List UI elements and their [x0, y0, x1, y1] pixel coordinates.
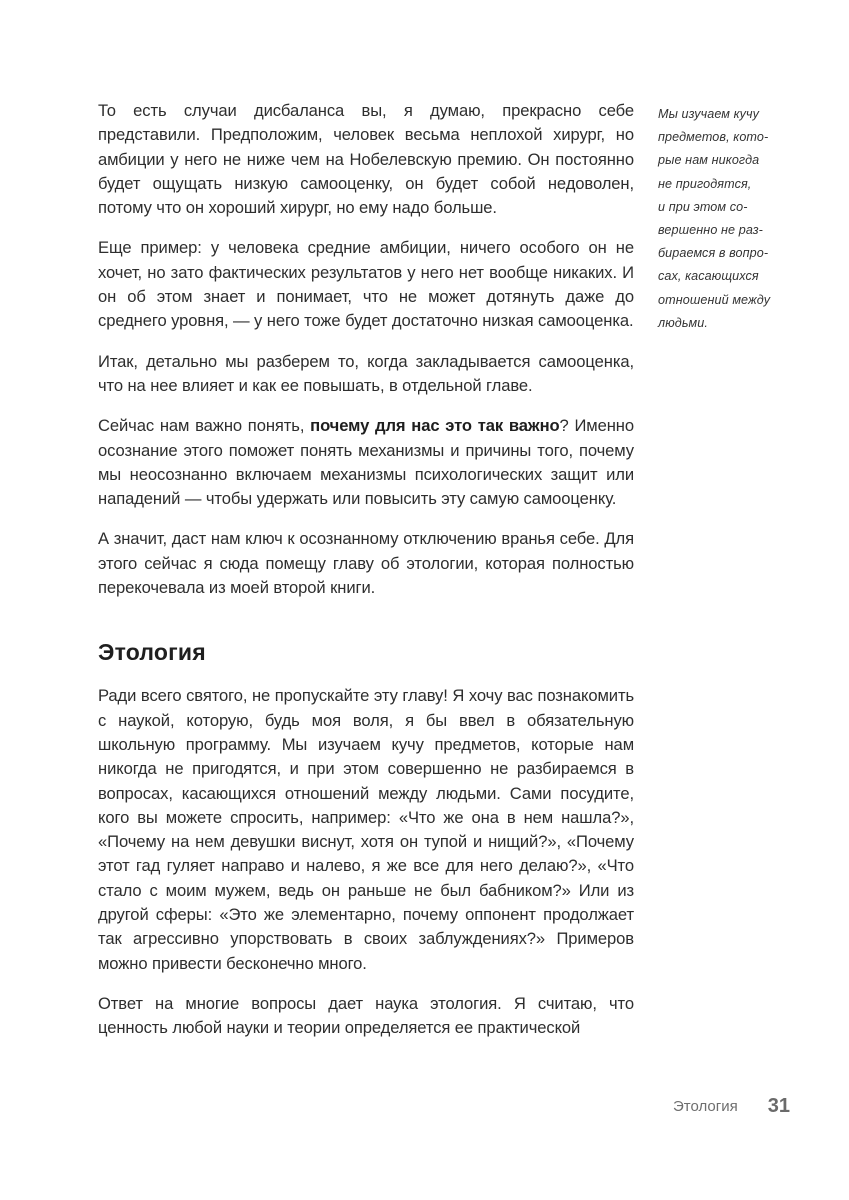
paragraph-detailed-later: Итак, детально мы разберем то, когда закладывается самооценка, что на нее влияет и как ее повышать, в отдельной главе. — [98, 351, 634, 395]
margin-note-line: сах, касающихся — [658, 269, 759, 284]
margin-note-line: Мы изучаем кучу — [658, 107, 760, 121]
paragraph-why-important-suffix: ? Именно осознание этого поможет понять механизмы и причины того, почему мы неосознанно включаем механизмы психологических защит или нападений — чтобы удержать или повысить эту самую самооценку. — [98, 416, 634, 509]
margin-note-line: людьми. — [658, 315, 708, 330]
paragraph-why-important — [98, 414, 634, 511]
margin-note-line: бираемся в вопро- — [658, 246, 769, 261]
margin-note-line: вершенно не раз- — [658, 223, 763, 238]
paragraph-key-to-awareness: А значит, даст нам ключ к осознанному отключению вранья себе. Для этого сейчас я сюда помещу главу об этологии, которая полностью перекочевала из моей второй книги. — [98, 529, 634, 598]
margin-note-line: предметов, кото- — [658, 130, 769, 145]
margin-note-line: и при этом со- — [658, 199, 748, 214]
paragraph-why-important-prefix: Сейчас нам важно понять, — [98, 416, 311, 436]
margin-note-line: не пригодятся, — [658, 176, 752, 191]
margin-note-line: рые нам никогда — [658, 153, 760, 168]
paragraph-imbalance-cases: То есть случаи дисбаланса вы, я думаю, прекрасно себе представили. Предположим, человек весьма неплохой хирург, но амбиции у него не ниже чем на Нобелевскую премию. Он постоянно будет ощущать низкую самооценку, он будет собой недоволен, потому что он хороший хирург, но ему надо больше. — [98, 101, 634, 218]
running-footer-section-title: Этология — [673, 1097, 738, 1115]
paragraph-dont-skip-chapter: Ради всего святого, не пропускайте эту главу! Я хочу вас познакомить с наукой, которую, будь моя воля, я бы ввел в обязательную школьную программу. Мы изучаем кучу предметов, которые нам никогда не пригодятся, и при этом совершенно не разбираемся в вопросах, касающихся отношений между людьми. Сами посудите, кого вы можете спросить, например: «Что же она в нем нашла?», «Почему на нем девушки виснут, хотя он тупой и нищий?», «Почему этот гад гуляет направо и налево, я же все для него делаю?», «Что стало с моим мужем, ведь он раньше не был бабником?» Или из другой сферы: «Это же элементарно, почему оппонент продолжает так агрессивно упорствовать в своих заблуждениях?» Примеров можно привести бесконечно много. — [98, 686, 634, 973]
emphasis-why-important: почему для нас это так важно — [310, 416, 560, 436]
page-number: 31 — [767, 1094, 790, 1117]
margin-note-line: отношений между — [658, 292, 771, 307]
paragraph-ethology-answer: Ответ на многие вопросы дает наука этология. Я считаю, что ценность любой науки и теории определяется ее практической — [98, 993, 634, 1038]
paragraph-another-example: Еще пример: у человека средние амбиции, ничего особого он не хочет, но зато фактических результатов у него нет вообще никаких. И он об этом знает и понимает, что не может дотянуть даже до среднего уровня, — у него тоже будет достаточно низкая самооценка. — [98, 238, 634, 331]
main-text-column — [98, 99, 634, 1057]
section-heading-ethology: Этология — [98, 639, 206, 666]
margin-note-pullquote — [658, 103, 798, 335]
page-footer — [0, 1093, 790, 1119]
